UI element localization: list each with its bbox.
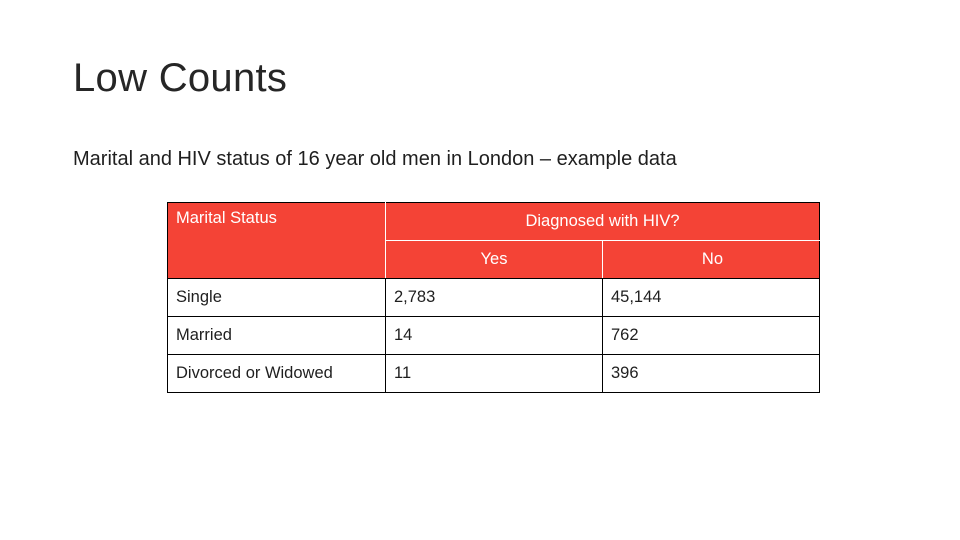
- marital-status-cell: Single: [168, 279, 386, 317]
- marital-status-header: Marital Status: [168, 203, 386, 279]
- hiv-yes-cell: 14: [386, 317, 603, 355]
- slide-title: Low Counts: [73, 56, 288, 100]
- diagnosed-hiv-header: Diagnosed with HIV?: [386, 203, 820, 241]
- table-header: [168, 203, 820, 279]
- slide-subtitle: Marital and HIV status of 16 year old men in London – example data: [73, 148, 677, 170]
- hiv-no-cell: 396: [603, 355, 820, 393]
- hiv-no-cell: 762: [603, 317, 820, 355]
- table-row: [168, 355, 820, 393]
- marital-hiv-table: [167, 202, 820, 393]
- marital-status-cell: Divorced or Widowed: [168, 355, 386, 393]
- no-header: No: [603, 241, 820, 279]
- table-row: [168, 279, 820, 317]
- header-row-one: [168, 203, 820, 241]
- hiv-yes-cell: 11: [386, 355, 603, 393]
- hiv-yes-cell: 2,783: [386, 279, 603, 317]
- marital-status-cell: Married: [168, 317, 386, 355]
- table-row: [168, 317, 820, 355]
- table-body: [168, 279, 820, 393]
- hiv-no-cell: 45,144: [603, 279, 820, 317]
- yes-header: Yes: [386, 241, 603, 279]
